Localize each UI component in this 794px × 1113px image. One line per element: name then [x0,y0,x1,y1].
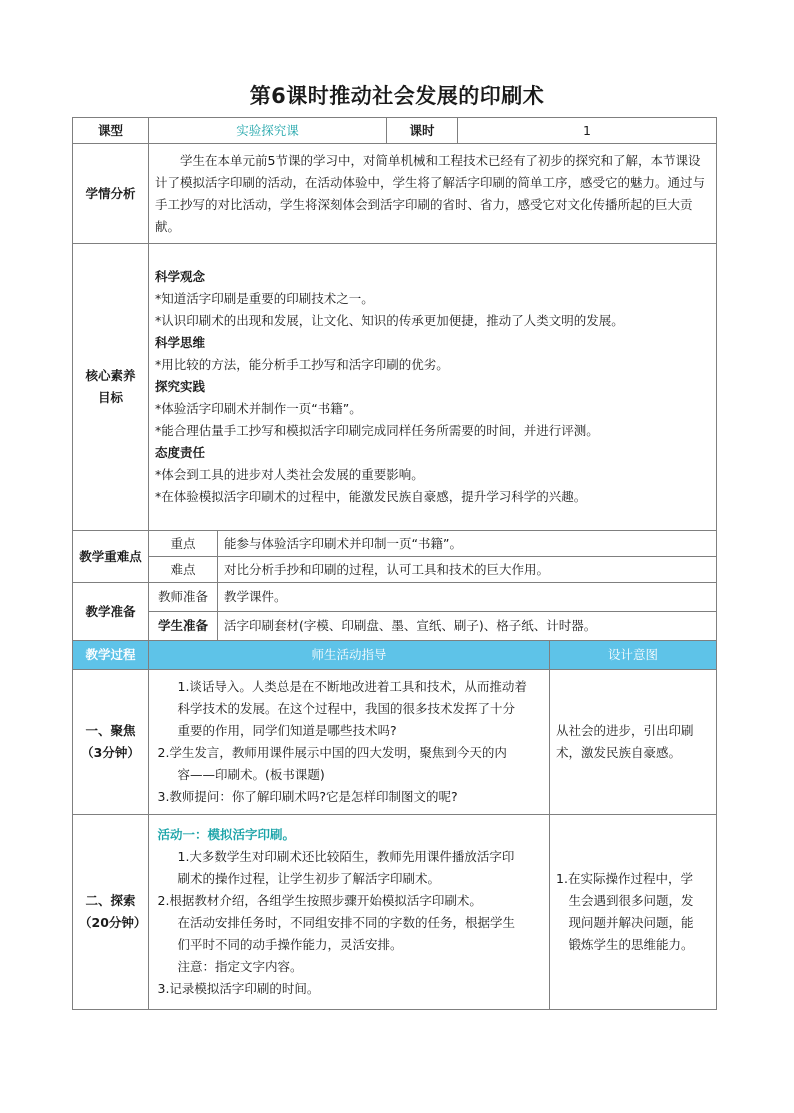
goal-item: *在体验模拟活字印刷术的过程中，能激发民族自豪感，提升学习科学的兴趣。 [155,489,587,504]
guide-line: 3.记录模拟活字印刷的时间。 [157,981,320,996]
stage-focus-guide [149,670,550,815]
guide-line: 1.大多数学生对印刷术还比较陌生，教师先用课件播放活字印 [177,849,515,864]
lesson-plan-table [72,117,717,1010]
type-value: 实验探究课 [149,118,387,144]
stage-explore-name: 二、探索 [85,893,136,908]
process-header-stage: 教学过程 [73,641,149,670]
type-label: 课型 [73,118,149,144]
goal-item: *用比较的方法，能分析手工抄写和活字印刷的优劣。 [155,357,449,372]
hours-label: 课时 [387,118,458,144]
goal-heading: 探究实践 [155,379,206,394]
stage-focus-name: 一、聚焦 [85,723,136,738]
difficulty-label: 难点 [149,557,218,583]
stage-focus-time: （3分钟） [81,745,140,760]
guide-line: 刷术的操作过程，让学生初步了解活字印刷术。 [177,871,441,886]
prep-student-row [73,612,717,641]
guide-line: 容——印刷术。(板书课题) [177,767,325,782]
activity-title: 活动一：模拟活字印刷。 [157,827,296,842]
goals-row [73,244,717,531]
design-line: 生会遇到很多问题，发 [568,893,694,908]
process-header-row [73,641,717,670]
analysis-row [73,144,717,244]
guide-line: 3.教师提问：你了解印刷术吗?它是怎样印制图文的呢? [157,789,458,804]
goal-item: *能合理估量手工抄写和模拟活字印刷完成同样任务所需要的时间，并进行评测。 [155,423,599,438]
guide-line: 在活动安排任务时，不同组安排不同的字数的任务，根据学生 [177,915,516,930]
design-line: 锻炼学生的思维能力。 [568,937,694,952]
guide-line: 2.学生发言，教师用课件展示中国的四大发明，聚焦到今天的内 [157,745,507,760]
stage-explore-time: （20分钟） [79,915,147,930]
stage-focus-row [73,670,717,815]
difficulty-text: 对比分析手抄和印刷的过程，认可工具和技术的巨大作用。 [218,557,717,583]
prep-label: 教学准备 [73,583,149,641]
process-header-guide: 师生活动指导 [149,641,550,670]
goals-label-line1: 核心素养 [85,368,136,383]
stage-focus-design [550,670,717,815]
design-line: 1.在实际操作过程中，学 [556,871,693,886]
stage-explore-row [73,815,717,1010]
design-line: 从社会的进步，引出印刷 [556,723,694,738]
guide-line: 注意：指定文字内容。 [177,959,303,974]
goals-label [73,244,149,531]
info-row [73,118,717,144]
process-header-design: 设计意图 [550,641,717,670]
page-title: 第6课时推动社会发展的印刷术 [249,84,545,108]
focus-label: 重点 [149,531,218,557]
guide-line: 2.根据教材介绍，各组学生按照步骤开始模拟活字印刷术。 [157,893,482,908]
keypoint-difficulty-row [73,557,717,583]
stage-focus-label [73,670,149,815]
goal-item: *认识印刷术的出现和发展，让文化、知识的传承更加便捷，推动了人类文明的发展。 [155,313,624,328]
analysis-label: 学情分析 [73,144,149,244]
guide-line: 重要的作用，同学们知道是哪些技术吗? [177,723,397,738]
analysis-text: 学生在本单元前5节课的学习中，对简单机械和工程技术已经有了初步的探究和了解，本节课设计了模拟活字印刷的活动，在活动体验中，学生将了解活字印刷的简单工序，感受它的魅力。通过与手工抄写的对比活动，学生将深刻体会到活字印刷的省时、省力，感受它对文化传播所起的巨大贡献。 [149,144,717,244]
guide-line: 科学技术的发展。在这个过程中，我国的很多技术发挥了十分 [177,701,516,716]
guide-line: 们平时不同的动手操作能力，灵活安排。 [177,937,403,952]
stage-explore-label [73,815,149,1010]
prep-teacher-row [73,583,717,612]
goals-label-line2: 目标 [97,390,123,405]
hours-value: 1 [458,118,717,144]
keypoints-label: 教学重难点 [73,531,149,583]
goal-item: *知道活字印刷是重要的印刷技术之一。 [155,291,374,306]
goal-heading: 态度责任 [155,445,206,460]
goal-item: *体验活字印刷术并制作一页“书籍”。 [155,401,362,416]
keypoint-focus-row [73,531,717,557]
focus-text: 能参与体验活字印刷术并印制一页“书籍”。 [218,531,717,557]
teacher-prep-label: 教师准备 [149,583,218,612]
goal-heading: 科学观念 [155,269,206,284]
stage-explore-guide [149,815,550,1010]
goals-content [149,244,717,531]
design-line: 术，激发民族自豪感。 [556,745,682,760]
stage-explore-design [550,815,717,1010]
design-line: 现问题并解决问题，能 [568,915,694,930]
guide-line: 1.谈话导入。人类总是在不断地改进着工具和技术，从而推动着 [177,679,527,694]
student-prep-label: 学生准备 [149,612,218,641]
goal-item: *体会到工具的进步对人类社会发展的重要影响。 [155,467,424,482]
teacher-prep-text: 教学课件。 [218,583,717,612]
goal-heading: 科学思维 [155,335,206,350]
student-prep-text: 活字印刷套材(字模、印刷盘、墨、宣纸、刷子)、格子纸、计时器。 [218,612,717,641]
